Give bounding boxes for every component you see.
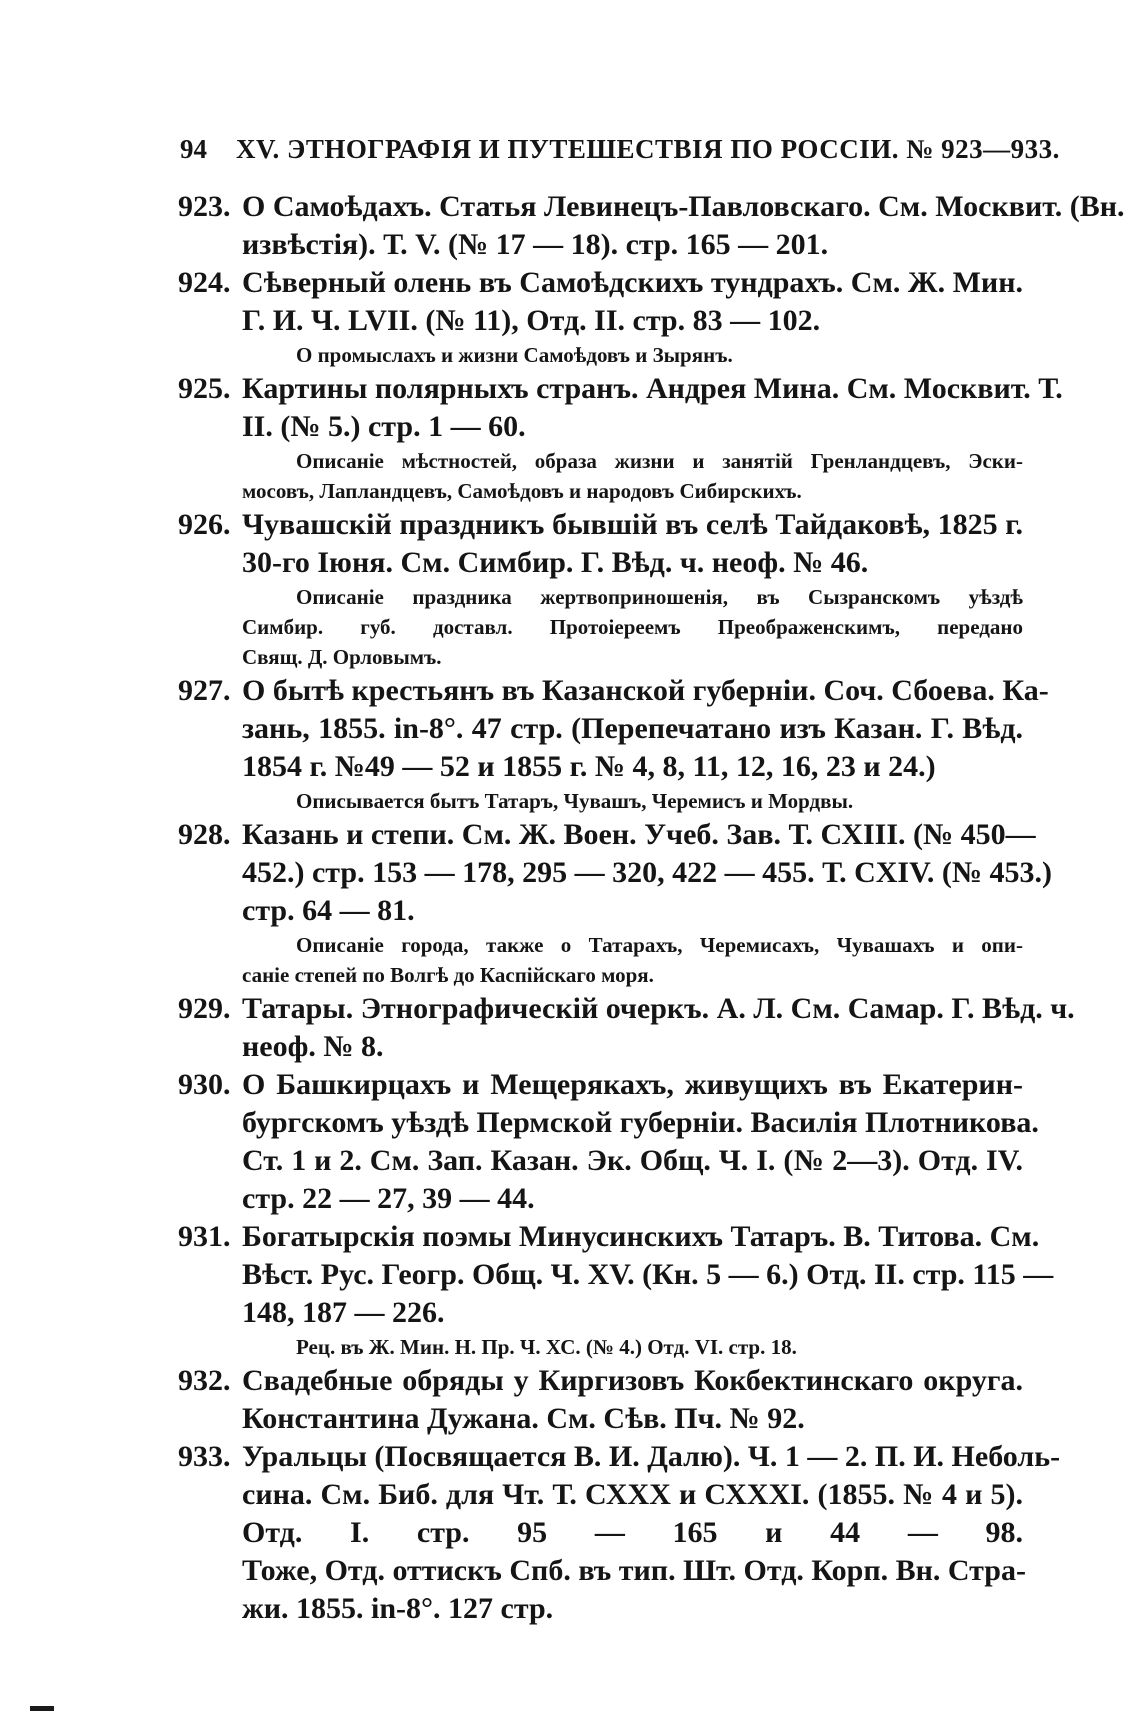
entry-annotation: Описаніе мѣстностей, образа жизни и занятій Гренландцевъ, Эски-: [296, 449, 1023, 473]
entry-text: Тоже, Отд. оттискъ Спб. въ тип. Шт. Отд. Корп. Вн. Стра-: [242, 1554, 1026, 1587]
entry-line: [178, 854, 1053, 892]
running-title: XV. ЭТНОГРАФІЯ И ПУТЕШЕСТВІЯ ПО РОССІИ. № 923—933.: [236, 134, 1060, 164]
entry-line: [178, 1514, 1023, 1552]
entry-annotation: Симбир. губ. доставл. Протоіереемъ Преображенскимъ, передано: [242, 615, 1023, 639]
entry-text: О бытѣ крестьянъ въ Казанской губерніи. Соч. Сбоева. Ка-: [242, 674, 1049, 707]
entry-text: стр. 64 — 81.: [242, 894, 415, 927]
entry-text: Ст. 1 и 2. См. Зап. Казан. Эк. Общ. Ч. I. (№ 2—3). Отд. IV.: [242, 1144, 1023, 1177]
entry-line: [178, 1438, 1061, 1476]
entry-number: 929.: [178, 992, 231, 1025]
entry-line: [178, 302, 1023, 340]
entry-text: 148, 187 — 226.: [242, 1296, 445, 1329]
entry-number: 925.: [178, 372, 231, 405]
entry-annotation: саніе степей по Волгѣ до Каспійскаго моря.: [242, 963, 654, 987]
entry-line: [178, 1294, 1023, 1332]
bibliography-entry: [178, 1218, 1054, 1362]
entry-line: [178, 506, 1023, 544]
entry-text: Уральцы (Посвящается В. И. Далю). Ч. 1 — 2. П. И. Неболь-: [242, 1440, 1061, 1473]
entry-number: 930.: [178, 1068, 231, 1101]
entry-text: О Башкирцахъ и Мещерякахъ, живущихъ въ Екатерин-: [242, 1068, 1023, 1101]
bibliography-entry: [178, 816, 1053, 990]
bibliography-entry: [178, 1362, 1023, 1438]
entry-text: II. (№ 5.) стр. 1 — 60.: [242, 410, 526, 443]
entry-line: [178, 1256, 1054, 1294]
entry-line: [178, 1028, 1023, 1066]
entry-text: Богатырскія поэмы Минусинскихъ Татаръ. В. Титова. См.: [242, 1220, 1040, 1253]
page-number: 94: [180, 134, 207, 164]
entry-text: Сѣверный олень въ Самоѣдскихъ тундрахъ. См. Ж. Мин.: [242, 266, 1023, 299]
entry-text: сина. См. Биб. для Чт. Т. СХХХ и СХХХI. (1855. № 4 и 5).: [242, 1478, 1023, 1511]
entry-number: 933.: [178, 1440, 231, 1473]
entry-line: [178, 1142, 1023, 1180]
bibliography-entry: [178, 672, 1049, 816]
entry-line: [178, 1066, 1023, 1104]
bibliography-entry: [178, 370, 1063, 506]
entry-annotation: Описаніе города, также о Татарахъ, Черемисахъ, Чувашахъ и опи-: [296, 933, 1023, 957]
margin-mark: [30, 1706, 54, 1711]
entry-annotation: мосовъ, Лапландцевъ, Самоѣдовъ и народовъ Сибирскихъ.: [242, 479, 802, 503]
entry-text: Картины полярныхъ странъ. Андрея Мина. См. Москвит. Т.: [242, 372, 1063, 405]
entry-text: 30-го Іюня. См. Симбир. Г. Вѣд. ч. неоф. № 46.: [242, 546, 869, 579]
entry-line: [178, 1104, 1039, 1142]
entry-text: извѣстія). Т. V. (№ 17 — 18). стр. 165 — 201.: [242, 228, 829, 261]
bibliography-entries: [178, 188, 1125, 1628]
entry-line: [178, 370, 1063, 408]
entry-line: [178, 1180, 1023, 1218]
entry-annotation: О промыслахъ и жизни Самоѣдовъ и Зырянъ.: [296, 343, 733, 367]
bibliography-entry: [178, 1066, 1039, 1218]
entry-text: Свадебные обряды у Киргизовъ Кокбектинскаго округа.: [242, 1364, 1023, 1397]
entry-line: [178, 990, 1075, 1028]
entry-text: О Самоѣдахъ. Статья Левинецъ-Павловскаго. См. Москвит. (Вн.: [242, 190, 1125, 223]
entry-annotation: Рец. въ Ж. Мин. Н. Пр. Ч. ХС. (№ 4.) Отд. VI. стр. 18.: [296, 1335, 797, 1359]
entry-number: 931.: [178, 1220, 231, 1253]
entry-line: [178, 408, 1023, 446]
entry-line: [178, 710, 1023, 748]
entry-text: Г. И. Ч. LVII. (№ 11), Отд. II. стр. 83 — 102.: [242, 304, 821, 337]
entry-line: [178, 892, 1023, 930]
entry-line: [178, 1362, 1023, 1400]
entry-line: [178, 264, 1023, 302]
entry-line: [178, 1218, 1040, 1256]
entry-annotation: Свящ. Д. Орловымъ.: [242, 645, 442, 669]
entry-text: неоф. № 8.: [242, 1030, 384, 1063]
entry-line: [178, 1552, 1026, 1590]
entry-number: 926.: [178, 508, 231, 541]
running-header: [180, 134, 1060, 174]
entry-number: 923.: [178, 190, 231, 223]
bibliography-entry: [178, 264, 1023, 370]
entry-line: [178, 188, 1125, 226]
entry-line: [178, 816, 1036, 854]
entry-line: [178, 226, 1023, 264]
entry-text: Татары. Этнографическій очеркъ. А. Л. См. Самар. Г. Вѣд. ч.: [242, 992, 1075, 1025]
entry-text: Вѣст. Рус. Геогр. Общ. Ч. XV. (Кн. 5 — 6.) Отд. II. стр. 115 —: [242, 1258, 1054, 1291]
entry-annotation: Описывается бытъ Татаръ, Чувашъ, Черемисъ и Мордвы.: [296, 789, 854, 813]
entry-text: Чувашскій праздникъ бывшій въ селѣ Тайдаковѣ, 1825 г.: [242, 508, 1023, 541]
entry-line: [178, 544, 1023, 582]
entry-line: [178, 748, 1023, 786]
bibliography-entry: [178, 1438, 1061, 1628]
bibliography-entry: [178, 506, 1023, 672]
entry-text: 452.) стр. 153 — 178, 295 — 320, 422 — 455. Т. CXIV. (№ 453.): [242, 856, 1053, 889]
entry-line: [178, 1400, 1023, 1438]
entry-text: жи. 1855. in-8°. 127 стр.: [242, 1592, 554, 1625]
entry-line: [178, 1590, 1023, 1628]
entry-annotation: Описаніе праздника жертвоприношенія, въ Сызранскомъ уѣздѣ: [296, 585, 1023, 609]
entry-text: Отд. I. стр. 95 — 165 и 44 — 98.: [242, 1516, 1023, 1549]
entry-text: 1854 г. №49 — 52 и 1855 г. № 4, 8, 11, 12, 16, 23 и 24.): [242, 750, 936, 783]
entry-line: [178, 672, 1049, 710]
entry-text: зань, 1855. in-8°. 47 стр. (Перепечатано изъ Казан. Г. Вѣд.: [242, 712, 1023, 745]
bibliography-entry: [178, 188, 1125, 264]
entry-number: 927.: [178, 674, 231, 707]
bibliography-entry: [178, 990, 1075, 1066]
entry-text: Казань и степи. См. Ж. Воен. Учеб. Зав. Т. СХIII. (№ 450—: [242, 818, 1036, 851]
entry-number: 932.: [178, 1364, 231, 1397]
entry-number: 924.: [178, 266, 231, 299]
entry-text: Константина Дужана. См. Сѣв. Пч. № 92.: [242, 1402, 805, 1435]
entry-number: 928.: [178, 818, 231, 851]
entry-line: [178, 1476, 1023, 1514]
entry-text: стр. 22 — 27, 39 — 44.: [242, 1182, 535, 1215]
entry-text: бургскомъ уѣздѣ Пермской губерніи. Василія Плотникова.: [242, 1106, 1039, 1139]
